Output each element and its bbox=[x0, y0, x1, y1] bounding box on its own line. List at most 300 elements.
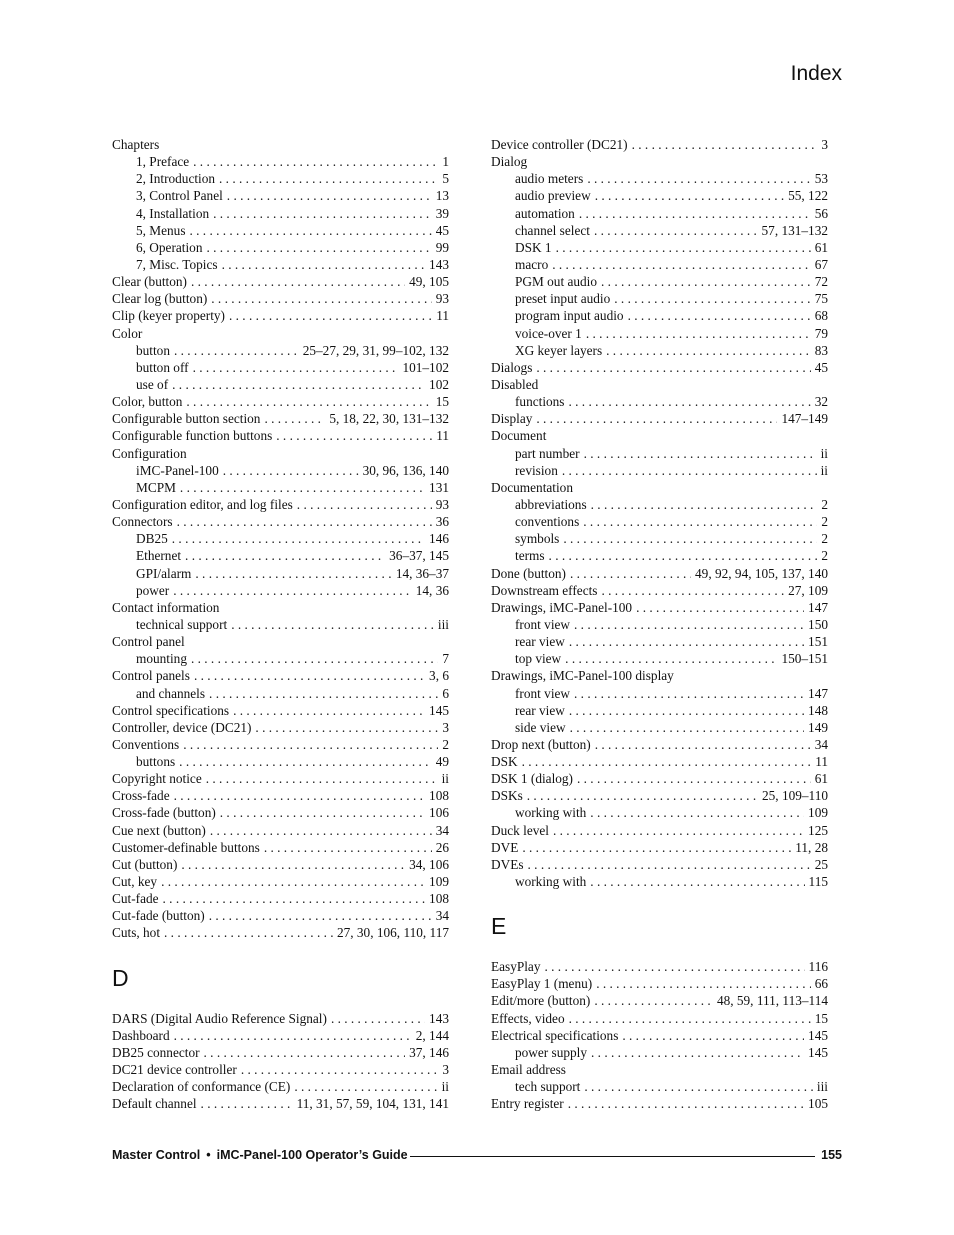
index-entry bbox=[112, 873, 449, 890]
entry-page-numbers: 147–149 bbox=[781, 411, 828, 427]
entry-label: rear view bbox=[515, 634, 565, 650]
index-subentry bbox=[112, 239, 449, 256]
entry-label: channel select bbox=[515, 222, 590, 238]
entry-page-numbers: 34 bbox=[435, 822, 449, 838]
footer-page-number: 155 bbox=[821, 1148, 842, 1162]
entry-label: mounting bbox=[136, 651, 187, 667]
entry-page-numbers: 1 bbox=[442, 154, 449, 170]
dot-leader bbox=[606, 342, 811, 359]
entry-page-numbers: 83 bbox=[814, 342, 828, 358]
index-subentry bbox=[491, 462, 828, 479]
dot-leader bbox=[601, 582, 784, 599]
index-subentry bbox=[491, 342, 828, 359]
entry-label: power supply bbox=[515, 1044, 588, 1060]
entry-label: Clip (keyer property) bbox=[112, 308, 225, 324]
entry-label: Cut-fade bbox=[112, 891, 159, 907]
index-entry bbox=[491, 822, 828, 839]
index-subentry bbox=[491, 530, 828, 547]
entry-label: Effects, video bbox=[491, 1010, 565, 1026]
entry-page-numbers: 45 bbox=[435, 222, 449, 238]
footer-bullet: • bbox=[206, 1148, 211, 1162]
index-subentry bbox=[491, 239, 828, 256]
dot-leader bbox=[177, 513, 432, 530]
entry-page-numbers: 147 bbox=[808, 685, 828, 701]
entry-label: Cut, key bbox=[112, 874, 158, 890]
entry-page-numbers: 145 bbox=[429, 702, 449, 718]
index-entry bbox=[112, 787, 449, 804]
dot-leader bbox=[522, 753, 812, 770]
dot-leader bbox=[172, 530, 425, 547]
entry-label: conventions bbox=[515, 514, 580, 530]
index-entry bbox=[112, 890, 449, 907]
footer-rule bbox=[410, 1156, 816, 1157]
entry-label: Done (button) bbox=[491, 565, 566, 581]
index-subentry bbox=[491, 685, 828, 702]
entry-label: working with bbox=[515, 805, 587, 821]
entry-label: tech support bbox=[515, 1079, 581, 1095]
entry-page-numbers: 11 bbox=[436, 428, 449, 444]
index-column-right bbox=[491, 136, 828, 1112]
entry-label: 7, Misc. Topics bbox=[136, 256, 218, 272]
entry-label: Color, button bbox=[112, 394, 183, 410]
entry-label: Conventions bbox=[112, 736, 180, 752]
entry-label: Clear log (button) bbox=[112, 291, 208, 307]
index-entry bbox=[112, 907, 449, 924]
footer-product: Master Control bbox=[112, 1148, 201, 1162]
entry-label: Dialog bbox=[491, 154, 528, 170]
index-entry bbox=[112, 804, 449, 821]
entry-label: 1, Preface bbox=[136, 154, 190, 170]
index-entry bbox=[112, 427, 449, 444]
index-entry bbox=[491, 1010, 828, 1027]
index-entry bbox=[491, 565, 828, 582]
index-subentry bbox=[112, 170, 449, 187]
entry-label: Control panel bbox=[112, 634, 185, 650]
dot-leader bbox=[206, 770, 438, 787]
entry-page-numbers: 143 bbox=[429, 256, 449, 272]
entry-page-numbers: 105 bbox=[808, 1096, 828, 1112]
entry-page-numbers: 25 bbox=[814, 856, 828, 872]
entry-label: Control panels bbox=[112, 668, 190, 684]
dot-leader bbox=[204, 1044, 406, 1061]
entry-page-numbers: 14, 36 bbox=[415, 582, 449, 598]
entry-page-numbers: 145 bbox=[808, 1044, 828, 1060]
index-subentry bbox=[112, 685, 449, 702]
dot-leader bbox=[569, 702, 804, 719]
section-heading-e: E bbox=[491, 913, 507, 940]
dot-leader bbox=[536, 359, 810, 376]
index-subentry bbox=[112, 256, 449, 273]
dot-leader bbox=[174, 1027, 412, 1044]
index-subentry bbox=[112, 376, 449, 393]
index-entry bbox=[112, 1061, 449, 1078]
entry-label: DSKs bbox=[491, 788, 523, 804]
entry-page-numbers: 146 bbox=[429, 531, 449, 547]
entry-label: and channels bbox=[136, 685, 206, 701]
dot-leader bbox=[233, 702, 425, 719]
entry-label: Clear (button) bbox=[112, 274, 187, 290]
entry-page-numbers: 30, 96, 136, 140 bbox=[362, 462, 449, 478]
index-subentry bbox=[491, 650, 828, 667]
dot-leader bbox=[331, 1010, 425, 1027]
dot-leader bbox=[264, 410, 325, 427]
entry-page-numbers: 15 bbox=[814, 1010, 828, 1026]
index-subentry bbox=[112, 530, 449, 547]
entry-page-numbers: iii bbox=[816, 1079, 828, 1095]
entry-label: functions bbox=[515, 394, 565, 410]
index-entry bbox=[491, 667, 828, 684]
entry-label: top view bbox=[515, 651, 562, 667]
entry-label: Drawings, iMC-Panel-100 display bbox=[491, 668, 674, 684]
entry-page-numbers: 61 bbox=[814, 239, 828, 255]
entry-page-numbers: 150 bbox=[808, 616, 828, 632]
index-entry bbox=[491, 736, 828, 753]
entry-label: Configurable button section bbox=[112, 411, 261, 427]
entry-label: Contact information bbox=[112, 599, 220, 615]
index-entry bbox=[112, 856, 449, 873]
dot-leader bbox=[632, 136, 818, 153]
index-entry bbox=[112, 1095, 449, 1112]
dot-leader bbox=[569, 633, 804, 650]
entry-label: Configuration editor, and log files bbox=[112, 496, 293, 512]
index-subentry bbox=[491, 256, 828, 273]
entry-label: Customer-definable buttons bbox=[112, 839, 260, 855]
index-entry bbox=[112, 273, 449, 290]
dot-leader bbox=[579, 205, 811, 222]
entry-page-numbers: 57, 131–132 bbox=[761, 222, 828, 238]
dot-leader bbox=[622, 1027, 804, 1044]
dot-leader bbox=[591, 496, 818, 513]
entry-page-numbers: 3 bbox=[821, 137, 828, 152]
index-entries-c bbox=[112, 136, 449, 942]
index-subentry bbox=[112, 547, 449, 564]
dot-leader bbox=[231, 616, 434, 633]
entry-page-numbers: 109 bbox=[429, 874, 449, 890]
entry-page-numbers: 99 bbox=[435, 239, 449, 255]
index-entry bbox=[491, 153, 828, 170]
entry-page-numbers: 37, 146 bbox=[409, 1044, 449, 1060]
entry-label: Drop next (button) bbox=[491, 736, 591, 752]
entry-page-numbers: 5, 18, 22, 30, 131–132 bbox=[329, 411, 449, 427]
dot-leader bbox=[227, 187, 432, 204]
index-entry bbox=[112, 667, 449, 684]
entry-page-numbers: 150–151 bbox=[781, 651, 828, 667]
dot-leader bbox=[210, 822, 432, 839]
index-subentry bbox=[112, 187, 449, 204]
dot-leader bbox=[223, 462, 359, 479]
index-entries-d-continued bbox=[491, 136, 828, 890]
index-entry bbox=[491, 1061, 828, 1078]
entry-label: DARS (Digital Audio Reference Signal) bbox=[112, 1010, 327, 1026]
entry-page-numbers: 32 bbox=[814, 394, 828, 410]
entry-page-numbers: 11 bbox=[815, 754, 828, 770]
dot-leader bbox=[172, 376, 425, 393]
entry-page-numbers: 48, 59, 111, 113–114 bbox=[716, 993, 828, 1009]
index-subentry bbox=[112, 479, 449, 496]
index-entries-e bbox=[491, 958, 828, 1112]
index-entry bbox=[491, 787, 828, 804]
entry-page-numbers: 5 bbox=[442, 171, 449, 187]
entry-page-numbers: 36 bbox=[435, 514, 449, 530]
index-entry bbox=[112, 1027, 449, 1044]
index-subentry bbox=[491, 719, 828, 736]
index-subentry bbox=[491, 205, 828, 222]
entry-page-numbers: 26 bbox=[435, 839, 449, 855]
dot-leader bbox=[209, 907, 432, 924]
entry-page-numbers: 34 bbox=[435, 908, 449, 924]
entry-label: macro bbox=[515, 256, 549, 272]
index-entry bbox=[112, 1044, 449, 1061]
entry-label: 5, Menus bbox=[136, 222, 186, 238]
dot-leader bbox=[584, 445, 817, 462]
index-subentry bbox=[112, 222, 449, 239]
entry-label: DVEs bbox=[491, 856, 524, 872]
dot-leader bbox=[194, 667, 425, 684]
entry-label: DVE bbox=[491, 839, 519, 855]
entry-label: Chapters bbox=[112, 137, 160, 152]
index-subentry bbox=[491, 325, 828, 342]
index-entry bbox=[491, 753, 828, 770]
index-entry bbox=[112, 770, 449, 787]
entry-label: terms bbox=[515, 548, 545, 564]
index-subentry bbox=[112, 616, 449, 633]
index-entry bbox=[112, 290, 449, 307]
dot-leader bbox=[241, 1061, 439, 1078]
entry-label: DC21 device controller bbox=[112, 1062, 237, 1078]
entry-page-numbers: 56 bbox=[814, 205, 828, 221]
dot-leader bbox=[591, 1044, 804, 1061]
entry-label: Display bbox=[491, 411, 533, 427]
dot-leader bbox=[595, 187, 784, 204]
index-subentry bbox=[491, 633, 828, 650]
dot-leader bbox=[191, 650, 438, 667]
entry-page-numbers: 143 bbox=[429, 1010, 449, 1026]
dot-leader bbox=[206, 239, 431, 256]
entry-label: voice-over 1 bbox=[515, 325, 582, 341]
index-entry bbox=[491, 582, 828, 599]
entry-label: technical support bbox=[136, 616, 228, 632]
entry-label: Default channel bbox=[112, 1096, 197, 1112]
entry-label: Dialogs bbox=[491, 359, 533, 375]
entry-label: Drawings, iMC-Panel-100 bbox=[491, 599, 633, 615]
entry-label: front view bbox=[515, 616, 571, 632]
entry-label: Email address bbox=[491, 1062, 566, 1078]
entry-label: iMC-Panel-100 bbox=[136, 462, 219, 478]
entry-label: Documentation bbox=[491, 479, 573, 495]
entry-label: Cuts, hot bbox=[112, 925, 161, 941]
index-entry bbox=[112, 599, 449, 616]
dot-leader bbox=[186, 393, 431, 410]
index-subentry bbox=[112, 565, 449, 582]
index-subentry bbox=[112, 582, 449, 599]
dot-leader bbox=[577, 770, 811, 787]
dot-leader bbox=[522, 839, 791, 856]
dot-leader bbox=[601, 273, 811, 290]
dot-leader bbox=[211, 290, 431, 307]
dot-leader bbox=[229, 307, 432, 324]
entry-label: Control specifications bbox=[112, 702, 230, 718]
dot-leader bbox=[264, 839, 432, 856]
index-entry bbox=[491, 958, 828, 975]
dot-leader bbox=[590, 804, 804, 821]
dot-leader bbox=[595, 736, 811, 753]
dot-leader bbox=[294, 1078, 437, 1095]
dot-leader bbox=[163, 890, 426, 907]
dot-leader bbox=[191, 273, 405, 290]
entry-label: Device controller (DC21) bbox=[491, 137, 628, 152]
entry-page-numbers: 102 bbox=[429, 376, 449, 392]
entry-label: Cut (button) bbox=[112, 856, 178, 872]
index-subentry bbox=[491, 804, 828, 821]
entry-page-numbers: 15 bbox=[435, 394, 449, 410]
index-subentry bbox=[491, 1078, 828, 1095]
index-subentry bbox=[112, 205, 449, 222]
entry-label: Disabled bbox=[491, 376, 539, 392]
entry-page-numbers: 3 bbox=[442, 719, 449, 735]
dot-leader bbox=[574, 685, 804, 702]
entry-page-numbers: ii bbox=[441, 1079, 449, 1095]
entry-label: PGM out audio bbox=[515, 274, 598, 290]
entry-label: preset input audio bbox=[515, 291, 611, 307]
index-entry bbox=[112, 839, 449, 856]
entry-page-numbers: 25–27, 29, 31, 99–102, 132 bbox=[302, 342, 449, 358]
entry-label: button off bbox=[136, 359, 189, 375]
dot-leader bbox=[563, 530, 817, 547]
index-subentry bbox=[491, 445, 828, 462]
entry-label: DB25 bbox=[136, 531, 168, 547]
entry-page-numbers: 34, 106 bbox=[409, 856, 449, 872]
entry-label: DB25 connector bbox=[112, 1044, 200, 1060]
dot-leader bbox=[193, 153, 438, 170]
dot-leader bbox=[164, 924, 333, 941]
index-subentry bbox=[491, 513, 828, 530]
index-subentry bbox=[491, 496, 828, 513]
dot-leader bbox=[179, 753, 432, 770]
dot-leader bbox=[565, 650, 777, 667]
dot-leader bbox=[255, 719, 438, 736]
page-title: Index bbox=[790, 62, 842, 85]
index-entry bbox=[491, 479, 828, 496]
dot-leader bbox=[219, 170, 438, 187]
entry-page-numbers: 109 bbox=[808, 805, 828, 821]
index-entry bbox=[112, 1010, 449, 1027]
index-entry bbox=[112, 719, 449, 736]
index-subentry bbox=[112, 753, 449, 770]
dot-leader bbox=[193, 359, 399, 376]
index-subentry bbox=[491, 393, 828, 410]
dot-leader bbox=[545, 958, 805, 975]
index-entry bbox=[491, 770, 828, 787]
entry-label: Cue next (button) bbox=[112, 822, 206, 838]
entry-label: revision bbox=[515, 462, 558, 478]
entry-page-numbers: ii bbox=[820, 462, 828, 478]
index-entry bbox=[112, 1078, 449, 1095]
index-subentry bbox=[491, 547, 828, 564]
entry-label: Configurable function buttons bbox=[112, 428, 273, 444]
entry-label: 2, Introduction bbox=[136, 171, 216, 187]
entry-label: use of bbox=[136, 376, 169, 392]
footer-guide-title: iMC-Panel-100 Operator’s Guide bbox=[216, 1148, 408, 1162]
entry-page-numbers: 11, 28 bbox=[795, 839, 828, 855]
index-entry bbox=[491, 599, 828, 616]
dot-leader bbox=[201, 1095, 293, 1112]
entry-label: Copyright notice bbox=[112, 771, 202, 787]
index-entry bbox=[112, 513, 449, 530]
entry-label: XG keyer layers bbox=[515, 342, 603, 358]
entry-label: Duck level bbox=[491, 822, 549, 838]
dot-leader bbox=[556, 239, 811, 256]
index-entry bbox=[112, 496, 449, 513]
entry-label: audio meters bbox=[515, 171, 584, 187]
entry-page-numbers: 67 bbox=[814, 256, 828, 272]
dot-leader bbox=[174, 787, 425, 804]
index-entry bbox=[491, 856, 828, 873]
entry-label: abbreviations bbox=[515, 496, 587, 512]
dot-leader bbox=[583, 513, 817, 530]
index-entries-d bbox=[112, 1010, 449, 1113]
dot-leader bbox=[549, 547, 818, 564]
entry-label: front view bbox=[515, 685, 571, 701]
entry-label: MCPM bbox=[136, 479, 176, 495]
entry-label: Controller, device (DC21) bbox=[112, 719, 252, 735]
index-entry bbox=[491, 992, 828, 1009]
entry-label: symbols bbox=[515, 531, 560, 547]
index-subentry bbox=[491, 307, 828, 324]
index-entry bbox=[491, 975, 828, 992]
dot-leader bbox=[594, 222, 758, 239]
entry-page-numbers: 11, 31, 57, 59, 104, 131, 141 bbox=[296, 1096, 449, 1112]
entry-page-numbers: 2, 144 bbox=[415, 1027, 449, 1043]
index-subentry bbox=[491, 222, 828, 239]
entry-label: DSK bbox=[491, 754, 518, 770]
entry-page-numbers: 108 bbox=[429, 891, 449, 907]
entry-page-numbers: 125 bbox=[808, 822, 828, 838]
entry-page-numbers: ii bbox=[820, 445, 828, 461]
dot-leader bbox=[614, 290, 810, 307]
entry-label: Connectors bbox=[112, 514, 173, 530]
dot-leader bbox=[584, 1078, 813, 1095]
index-subentry bbox=[112, 342, 449, 359]
entry-page-numbers: 2 bbox=[442, 736, 449, 752]
index-entry bbox=[112, 393, 449, 410]
dot-leader bbox=[553, 822, 804, 839]
dot-leader bbox=[190, 222, 432, 239]
entry-page-numbers: 79 bbox=[814, 325, 828, 341]
dot-leader bbox=[222, 256, 425, 273]
dot-leader bbox=[636, 599, 804, 616]
entry-page-numbers: 14, 36–37 bbox=[395, 565, 449, 581]
index-entry bbox=[112, 136, 449, 153]
entry-page-numbers: 108 bbox=[429, 788, 449, 804]
index-entry bbox=[112, 445, 449, 462]
entry-page-numbers: 49, 105 bbox=[409, 274, 449, 290]
entry-label: button bbox=[136, 342, 170, 358]
index-subentry bbox=[112, 650, 449, 667]
index-subentry bbox=[491, 170, 828, 187]
dot-leader bbox=[570, 719, 804, 736]
index-subentry bbox=[491, 187, 828, 204]
index-subentry bbox=[491, 1044, 828, 1061]
dot-leader bbox=[596, 975, 811, 992]
entry-label: Ethernet bbox=[136, 548, 182, 564]
section-heading-d: D bbox=[112, 964, 129, 991]
index-entry bbox=[112, 736, 449, 753]
dot-leader bbox=[209, 685, 438, 702]
dot-leader bbox=[552, 256, 810, 273]
entry-label: Document bbox=[491, 428, 547, 444]
entry-label: part number bbox=[515, 445, 580, 461]
entry-label: Electrical specifications bbox=[491, 1027, 619, 1043]
